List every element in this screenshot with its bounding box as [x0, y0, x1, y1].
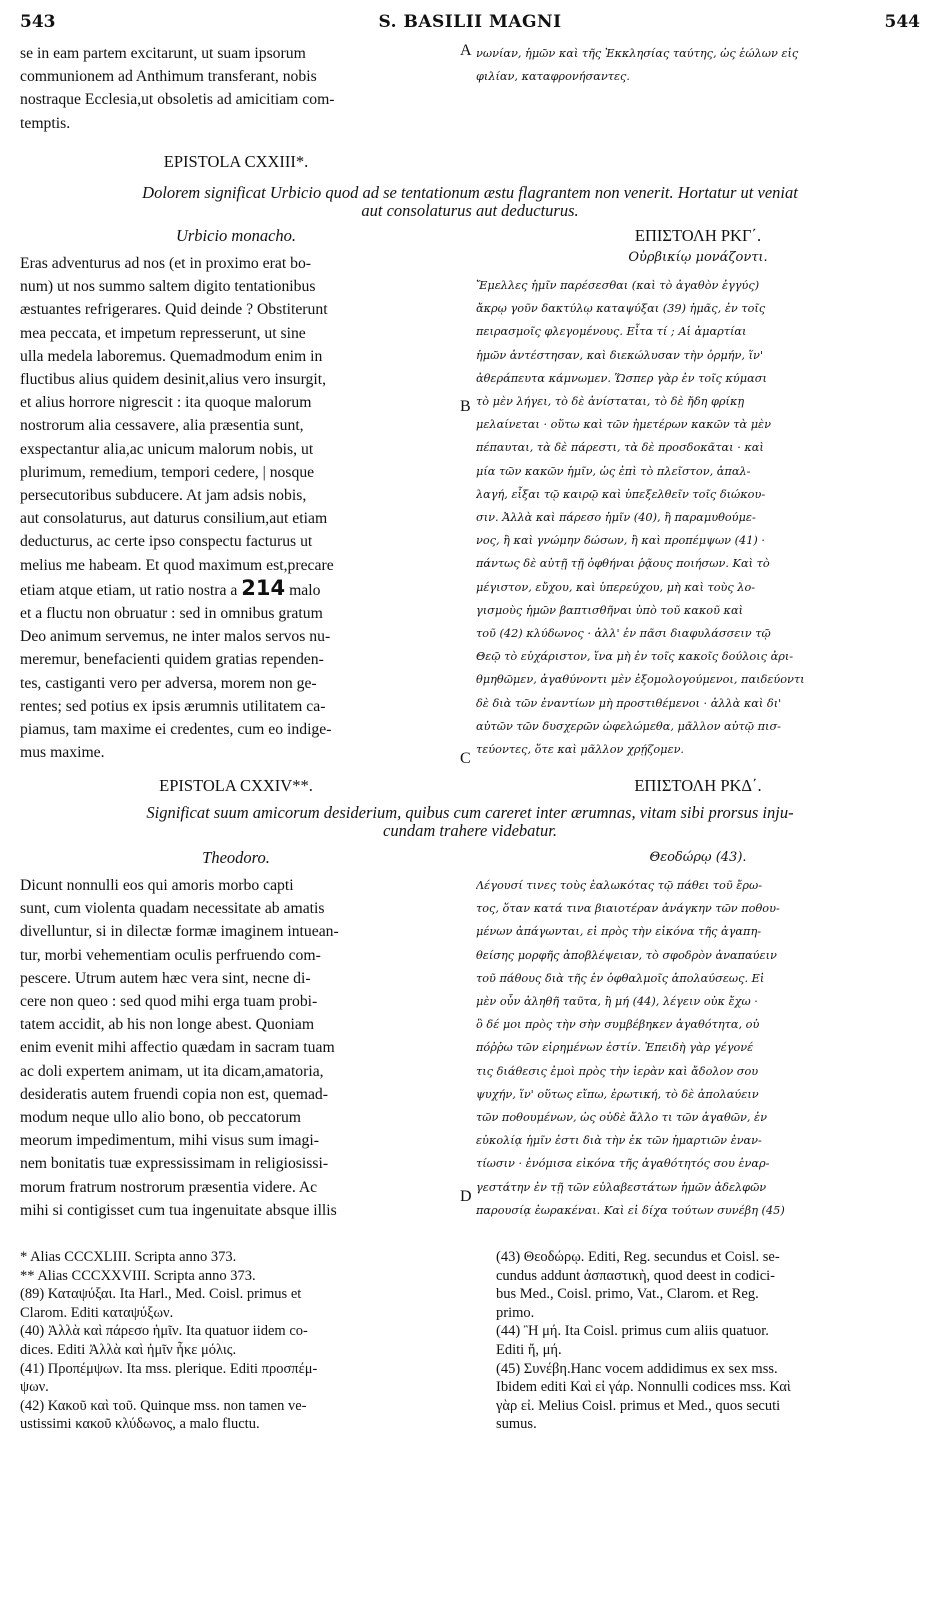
text-line: τῶν ποθουμένων, ὡς οὐδὲ ἄλλο τι τῶν ἀγαθῶν, ἐν — [476, 1111, 767, 1125]
argument-line: Dolorem significat Urbicio quod ad se tentationum æstu flagrantem non venerit. Hortatur ut veniat — [142, 183, 798, 202]
text-line: τίωσιν · ἐνόμισα εἰκόνα τῆς ἀγαθότητός σου ἐναρ- — [476, 1157, 770, 1171]
text-line: πάντως δὲ αὐτῇ τῇ ὀφθήναι ῥᾷους ποιήσων. Καὶ τὸ — [476, 557, 770, 571]
text-line: ψυχήν, ἵν' οὕτως εἴπω, ἐρωτική, τὸ δὲ ἀπολαύειν — [476, 1087, 759, 1101]
text-line: nem bonitatis tuæ expressissimam in religiosissi- — [20, 1155, 329, 1173]
text-line: μία τῶν κακῶν ἡμῖν, ὡς ἐπὶ τὸ πλεῖστον, ἀπαλ- — [476, 464, 751, 478]
text-line: θείσης μορφῆς ἀποβλέψειαν, τὸ σφοδρὸν ἀναπαύειν — [476, 948, 777, 962]
page — [20, 12, 920, 1592]
epistola-124-argument — [20, 804, 920, 840]
text-line: γεστάτην ἐν τῇ τῶν εὐλαβεστάτων ἡμῶν ἀδελφῶν — [476, 1180, 767, 1194]
text-line: desideratis autem fruendi copia non est, quemad- — [20, 1085, 328, 1103]
text-line: παρουσίᾳ ἑωρακέναι. Καὶ εἰ δίχα τούτων συνέβη (45) — [476, 1203, 785, 1217]
page-number-right: 544 — [884, 12, 920, 32]
text-line: piamus, tam maxime ei credentes, cum eo indige- — [20, 721, 332, 739]
column-number: 214 — [241, 576, 286, 600]
text-line: nostrorum alia cessavere, alia præsentia sunt, — [20, 417, 304, 435]
text-line: Λέγουσί τινες τοὺς ἑαλωκότας τῷ πάθει τοῦ ἔρω- — [476, 879, 763, 892]
text-line: πειρασμοῖς φλεγομένους. Εἶτα τί ; Αἱ ἁμαρτίαι — [476, 325, 747, 339]
text-line: μέγιστον, εὔχου, καὶ ὑπερεύχου, μὴ καὶ τοὺς λο- — [476, 580, 756, 594]
footnote-line: bus Med., Coisl. primo, Vat., Clarom. et Reg. — [496, 1286, 759, 1303]
text-line: τος, ὅταν κατά τινα βιαιοτέραν ἀνάγκην τῶν ποθου- — [476, 902, 780, 916]
text-line: morum fratrum nostrorum præsentia videre. Ac — [20, 1178, 318, 1196]
epistola-123-greek-body — [476, 274, 920, 761]
margin-marker-c: C — [460, 750, 471, 767]
text-line: Ἔμελλες ἡμῖν παρέσεσθαι (καὶ τὸ ἀγαθὸν ἐγγύς) — [476, 279, 760, 292]
text-line: πόῤῥω τῶν εἰρημένων ἐστίν. Ἐπειδὴ γὰρ γέγονέ — [476, 1041, 754, 1055]
text-line: tur, morbi vehementiam oculis perfruendo com- — [20, 946, 321, 964]
margin-marker-a: A — [460, 42, 472, 59]
running-title: S. BASILII MAGNI — [378, 12, 562, 32]
text-line: rentes; sed potius ex ipsis ærumnis utilitatem ca- — [20, 697, 326, 715]
text-line: ἄκρῳ γοῦν δακτύλῳ καταψύξαι (39) ἡμᾶς, ἐν τοῖς — [476, 302, 766, 316]
footnotes-left — [20, 1248, 452, 1434]
epistola-124-recipient-greek: Θεοδώρῳ (43). — [649, 850, 747, 865]
footnote-line: (45) Συνέβη.Hanc vocem addidimus ex sex mss. — [496, 1360, 778, 1377]
epistola-123-title: EPISTOLA CXXIII*. — [163, 152, 309, 171]
text-line: æstuantes refrigerares. Quid deinde ? Obstiterunt — [20, 301, 328, 319]
text-line: meorum impedimentum, mihi visus sum imagi- — [20, 1132, 319, 1150]
margin-marker-b: B — [460, 398, 471, 415]
page-number-left: 543 — [20, 12, 56, 32]
footnote-line: Editi ἤ, μή. — [496, 1341, 562, 1358]
text-line: ἡμῶν ἀντέστησαν, καὶ διεκώλυσαν τὴν ὁρμήν, ἵν' — [476, 348, 763, 362]
footnote-line: (89) Καταψύξαι. Ita Harl., Med. Coisl. primus et — [20, 1286, 302, 1303]
text-line: exspectantur alia,ac unicum malorum nobis, ut — [20, 440, 314, 458]
text-line: τοῦ πάθους διὰ τῆς ἐν ὀφθαλμοῖς ἀπολαύσεως. Εἰ — [476, 971, 765, 985]
epistola-123-title-greek: ΕΠΙΣΤΟΛΗ ΡΚΓ΄. — [634, 226, 762, 245]
margin-marker-d: D — [460, 1188, 472, 1205]
text-line: et a fluctu non obruatur : sed in omnibus gratum — [20, 605, 323, 623]
text-line: μένων ἀπάγωνται, εἰ πρὸς τὴν εἰκόνα τῆς ἀγαπη- — [476, 925, 762, 939]
text-line: σιν. Ἀλλὰ καὶ πάρεσο ἡμῖν (40), ἢ παραμυθούμε- — [476, 511, 756, 525]
text-line: εὐκολίᾳ ἡμῖν ἐστι διὰ τὴν ἐκ τῶν ἡμαρτιῶν ἐναν- — [476, 1134, 762, 1148]
text-line: Θεῷ τὸ εὐχάριστον, ἵνα μὴ ἐν τοῖς κακοῖς δούλοις ἀρι- — [476, 650, 794, 664]
epistola-123-argument — [20, 184, 920, 220]
text-line: λαγή, εἶξαι τῷ καιρῷ καὶ ὑπεξελθεῖν τοῖς διώκου- — [476, 487, 766, 501]
footnote-line: sumus. — [496, 1416, 537, 1433]
text-line: δὲ διὰ τῶν ἐναντίων μὴ προστιθέμενοι · ἀλλὰ καὶ δι' — [476, 696, 782, 710]
footnote-line: * Alias CCCXLIII. Scripta anno 373. — [20, 1249, 237, 1265]
text-fragment: etiam atque etiam, ut ratio nostra a — [20, 581, 242, 599]
text-line: τοῦ (42) κλύδωνος · ἀλλ' ἐν πᾶσι διαφυλάσσειν τῷ — [476, 627, 771, 641]
text-line: Deo animum servemus, ne inter malos servos nu- — [20, 628, 331, 646]
text-line: nostraque Ecclesia,ut obsoletis ad amicitiam com- — [20, 91, 335, 109]
text-line: πέπαυται, τὰ δὲ πάρεστι, τὰ δὲ προσδοκᾶται · καὶ — [476, 441, 764, 455]
text-line: enim evenit mihi affectio quædam in sacram tuam — [20, 1039, 335, 1057]
text-line: aut consolaturus, aut daturus consilium,aut etiam — [20, 510, 328, 528]
argument-line: aut consolaturus aut deducturus. — [361, 201, 579, 220]
footnote-line: (41) Προπέμψων. Ita mss. plerique. Editi προσπέμ- — [20, 1360, 318, 1377]
top-greek-text — [476, 42, 920, 88]
text-line: φιλίαν, καταφρονήσαντες. — [476, 70, 630, 84]
footnote-line: (40) Ἀλλὰ καὶ πάρεσο ἡμῖν. Ita quatuor iidem co- — [20, 1323, 308, 1340]
text-line: ac doli expertem animam, ut ita dicam,amatoria, — [20, 1062, 324, 1080]
text-line: τεύοντες, ὅτε καὶ μᾶλλον χρῄζομεν. — [476, 743, 685, 757]
text-line: ulla medela laboremus. Quemadmodum enim in — [20, 347, 323, 365]
text-line: αὐτῶν τῶν δυσχερῶν ὠφελώμεθα, μᾶλλον αὐτῷ πισ- — [476, 719, 781, 733]
epistola-123-recipient-latin: Urbicio monacho. — [175, 226, 297, 245]
text-line: plurimum, remedium, tempori cedere, | nosque — [20, 463, 315, 481]
text-line: divelluntur, si in dilectæ formæ imaginem intuean- — [20, 923, 339, 941]
text-line: θμηθῶμεν, ἀγαθύνοντι μὲν ἐξομολογούμενοι, παιδεύοντι — [476, 673, 805, 687]
text-line: num) ut nos summo saltem digito tentationibus — [20, 278, 316, 296]
text-line: sunt, cum violenta quadam necessitate ab amatis — [20, 900, 325, 918]
epistola-124-greek-body — [476, 874, 920, 1222]
text-line: modum neque ullo alio bono, ob peccatorum — [20, 1109, 302, 1127]
text-line: deducturus, ac certe ipso conspectu facturus ut — [20, 533, 313, 551]
text-line: pescere. Utrum autem hæc vera sint, necne di- — [20, 969, 311, 987]
footnote-line: (43) Θεοδώρῳ. Editi, Reg. secundus et Coisl. se- — [496, 1249, 780, 1265]
text-line: tes, castiganti vero per adversa, morem non ge- — [20, 674, 317, 692]
footnote-line: Clarom. Editi καταψύξων. — [20, 1304, 174, 1321]
text-line: mihi si contigisset cum tua ingenuitate absque illis — [20, 1201, 337, 1219]
text-line: γισμοὺς ἡμῶν βαπτισθῆναι ὑπὸ τοῦ κακοῦ καὶ — [476, 603, 744, 617]
text-line: Dicunt nonnulli eos qui amoris morbo capti — [20, 877, 294, 894]
footnote-line: dices. Editi Ἀλλὰ καὶ ἡμῖν ἧκε μόλις. — [20, 1341, 237, 1358]
top-latin-text — [20, 42, 452, 135]
footnote-line: ustissimi κακοῦ κλύδωνος, a malo fluctu. — [20, 1416, 260, 1433]
text-line: cere non queo : sed quod mihi erga tuam probi- — [20, 993, 318, 1011]
text-line: τις διάθεσις ἐμοὶ πρὸς τὴν ἱερὰν καὶ ἄδολον σου — [476, 1064, 759, 1078]
text-line: fluctibus alius quidem desinit,alius vero insurgit, — [20, 371, 327, 389]
running-header — [20, 12, 920, 38]
text-line: μὲν οὖν ἀληθῆ ταῦτα, ἢ μή (44), λέγειν οὐκ ἔχω · — [476, 995, 758, 1009]
argument-line: cundam trahere videbatur. — [383, 821, 557, 840]
epistola-124-latin-body — [20, 874, 452, 1222]
footnote-line: ** Alias CCCXXVIII. Scripta anno 373. — [20, 1267, 256, 1284]
footnotes-right — [496, 1248, 920, 1434]
footnote-line: γὰρ εἰ. Melius Coisl. primus et Med., quos secuti — [496, 1397, 781, 1414]
text-line: et alius horrore nigrescit : ita quoque malorum — [20, 394, 312, 412]
footnote-line: (44) Ἢ μή. Ita Coisl. primus cum aliis quatuor. — [496, 1323, 769, 1340]
epistola-124-title: EPISTOLA CXXIV**. — [159, 776, 313, 795]
footnote-line: primo. — [496, 1304, 535, 1321]
text-line: melius me habeam. Et quod maximum est,precare — [20, 556, 334, 574]
epistola-124-recipient-latin: Theodoro. — [202, 848, 270, 867]
text-line: ἀθεράπευτα κάμνωμεν. Ὥσπερ γὰρ ἐν τοῖς κύμασι — [476, 371, 767, 385]
argument-line: Significat suum amicorum desiderium, quibus cum careret inter ærumnas, vitam sibi prorsus inju- — [146, 803, 794, 822]
footnote-line: ψων. — [20, 1379, 49, 1396]
text-fragment: malo — [285, 581, 321, 599]
text-line: meremur, benefacienti quidem gratias rependen- — [20, 651, 324, 669]
text-line: persecutoribus subducere. At jam adsis nobis, — [20, 487, 307, 505]
footnote-line: cundus addunt ἀσπαστικὴ, quod deest in codici- — [496, 1267, 776, 1284]
text-line: mea peccata, et impetum represserunt, ut sine — [20, 324, 306, 342]
text-line: τὸ μὲν λήγει, τὸ δὲ ἀνίσταται, τὸ δὲ ἤδη φρίκῃ — [476, 395, 745, 409]
epistola-124-title-greek: ΕΠΙΣΤΟΛΗ ΡΚΔ΄. — [634, 776, 762, 795]
text-line: νος, ἢ καὶ γνώμην δώσων, ἢ καὶ προπέμψων (41) · — [476, 534, 765, 548]
text-line: Eras adventurus ad nos (et in proximo erat bo- — [20, 255, 312, 272]
text-line — [20, 577, 452, 602]
text-line: νωνίαν, ἡμῶν καὶ τῆς Ἐκκλησίας ταύτης, ὡς ἑώλων εἰς — [476, 47, 799, 60]
text-line: se in eam partem excitarunt, ut suam ipsorum — [20, 45, 306, 62]
text-line: mus maxime. — [20, 744, 105, 762]
text-line: temptis. — [20, 114, 71, 132]
text-line: ὃ δέ μοι πρὸς τὴν σὴν συμβέβηκεν ἀγαθότητα, οὐ — [476, 1018, 760, 1032]
epistola-123-recipient-greek: Οὐρβικίῳ μονάζοντι. — [628, 250, 768, 265]
epistola-123-latin-body — [20, 252, 452, 764]
text-line: communionem ad Anthimum transferant, nobis — [20, 68, 317, 86]
text-line: μελαίνεται · οὕτω καὶ τῶν ἡμετέρων κακῶν τὰ μὲν — [476, 418, 771, 432]
text-line: tatem accidit, ab his non longe abest. Quoniam — [20, 1016, 315, 1034]
footnote-line: Ibidem editi Καὶ εἰ γάρ. Nonnulli codices mss. Καὶ — [496, 1379, 791, 1396]
footnote-line: (42) Κακοῦ καὶ τοῦ. Quinque mss. non tamen ve- — [20, 1397, 307, 1414]
